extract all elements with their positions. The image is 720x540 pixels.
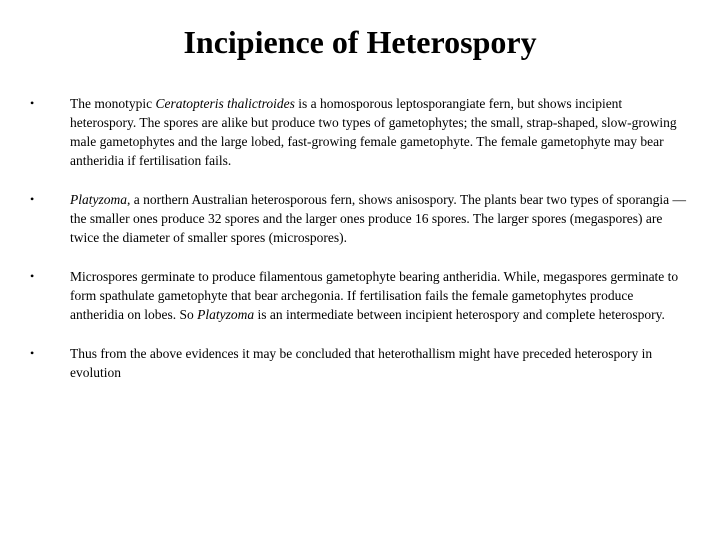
bullet-icon: • [30,346,35,360]
bullet-text-pre: Thus from the above evidences it may be concluded that heterothallism might have preceded heterospory in evolution [70,346,653,380]
bullet-text-post: is an intermediate between incipient heterospory and complete heterospory. [254,307,665,322]
species-name: Ceratopteris thalictroides [155,96,295,111]
bullet-item [30,267,690,324]
bullet-text-post: , a northern Australian heterosporous fern, shows anisospory. The plants bear two types of sporangia — the smaller ones produce 32 spores and the larger ones produce 16 spores. The larger spores (megaspores) are twice the diameter of smaller spores (microspores). [70,192,687,245]
bullet-text-pre: Microspores germinate to produce filamentous gametophyte bearing antheridia. While, megaspores germinate to form spathulate gametophyte that bear archegonia. If fertilisation fails the female gametophytes produce antheridia on lobes. So [70,269,679,322]
genus-name: Platyzoma [70,192,127,207]
bullet-icon: • [30,192,35,206]
bullet-item [30,344,690,382]
genus-name: Platyzoma [197,307,255,322]
bullet-text-pre: The monotypic [70,96,156,111]
bullet-list [30,94,690,402]
bullet-item [30,190,690,247]
slide-title: Incipience of Heterospory [183,24,537,60]
bullet-text-post: is a homosporous leptosporangiate fern, but shows incipient heterospory. The spores are alike but produce two types of gametophytes; the small, strap-shaped, slow-growing male gametophytes and the large lobed, fast-growing female gametophyte. The female gametophyte may bear antheridia if fertilisation fails. [70,96,677,168]
bullet-icon: • [30,96,35,110]
bullet-icon: • [30,269,35,283]
bullet-item [30,94,690,170]
